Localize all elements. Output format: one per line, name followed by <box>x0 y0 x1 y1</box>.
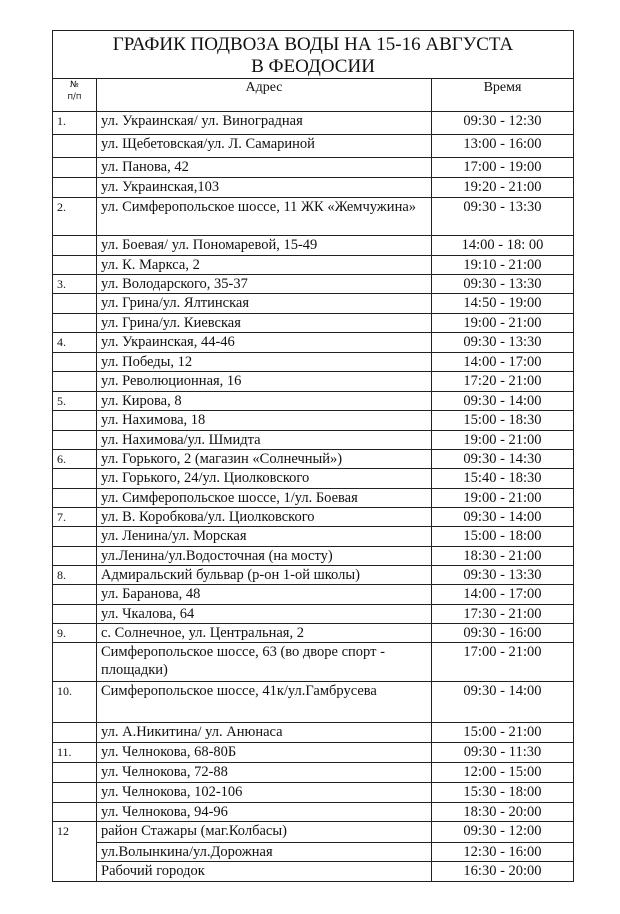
table-row <box>53 742 573 762</box>
row-address: ул. Грина/ул. Киевская <box>97 313 432 332</box>
header-address: Адрес <box>97 79 432 111</box>
row-number <box>53 293 97 313</box>
row-time: 19:20 - 21:00 <box>432 177 574 197</box>
row-time: 09:30 - 16:00 <box>432 623 574 642</box>
row-number: 9. <box>53 623 97 642</box>
row-address: ул. Щебетовская/ул. Л. Самариной <box>97 134 432 157</box>
row-time: 09:30 - 11:30 <box>432 742 574 762</box>
row-address: ул. Челнокова, 94-96 <box>97 802 432 821</box>
row-time: 09:30 - 13:30 <box>432 197 574 235</box>
row-address: ул. Ленина/ул. Морская <box>97 526 432 546</box>
row-number <box>53 722 97 742</box>
row-number: 5. <box>53 391 97 410</box>
row-number <box>53 861 97 881</box>
row-time: 17:30 - 21:00 <box>432 604 574 623</box>
row-address: Адмиральский бульвар (р-он 1-ой школы) <box>97 565 432 584</box>
row-address: Симферопольское шоссе, 63 (во дворе спорт - площадки) <box>97 642 432 681</box>
table-row <box>53 410 573 430</box>
row-time: 14:00 - 17:00 <box>432 584 574 604</box>
row-number <box>53 468 97 488</box>
row-address: ул. Горького, 2 (магазин «Солнечный») <box>97 449 432 468</box>
row-time: 09:30 - 13:30 <box>432 274 574 293</box>
table-row <box>53 507 573 526</box>
row-time: 09:30 - 14:00 <box>432 391 574 410</box>
table-row <box>53 861 573 881</box>
row-number <box>53 430 97 449</box>
row-address: ул. В. Коробкова/ул. Циолковского <box>97 507 432 526</box>
row-number <box>53 352 97 371</box>
row-number <box>53 488 97 507</box>
row-address: ул. Революционная, 16 <box>97 371 432 391</box>
row-number <box>53 642 97 681</box>
row-time: 18:30 - 20:00 <box>432 802 574 821</box>
header-time: Время <box>432 79 574 111</box>
table-header-row <box>53 79 573 111</box>
row-time: 15:00 - 18:30 <box>432 410 574 430</box>
row-address: ул.Ленина/ул.Водосточная (на мосту) <box>97 546 432 565</box>
row-number: 1. <box>53 111 97 134</box>
row-time: 15:00 - 18:00 <box>432 526 574 546</box>
row-time: 19:00 - 21:00 <box>432 313 574 332</box>
row-time: 09:30 - 14:00 <box>432 507 574 526</box>
title-line-1: ГРАФИК ПОДВОЗА ВОДЫ НА 15-16 АВГУСТА <box>112 34 514 55</box>
row-number <box>53 313 97 332</box>
row-time: 19:00 - 21:00 <box>432 430 574 449</box>
row-address: ул. Боевая/ ул. Пономаревой, 15-49 <box>97 235 432 255</box>
row-number <box>53 235 97 255</box>
row-number: 11. <box>53 742 97 762</box>
row-time: 18:30 - 21:00 <box>432 546 574 565</box>
row-time: 09:30 - 12:00 <box>432 821 574 842</box>
row-number: 10. <box>53 681 97 722</box>
row-number: 3. <box>53 274 97 293</box>
row-time: 17:20 - 21:00 <box>432 371 574 391</box>
table-row <box>53 235 573 255</box>
table-row <box>53 842 573 861</box>
table-row <box>53 157 573 177</box>
table-row <box>53 623 573 642</box>
row-address: ул. Симферопольское шоссе, 1/ул. Боевая <box>97 488 432 507</box>
row-number: 6. <box>53 449 97 468</box>
row-address: ул. Нахимова, 18 <box>97 410 432 430</box>
row-time: 17:00 - 21:00 <box>432 642 574 681</box>
table-row <box>53 391 573 410</box>
table-row <box>53 111 573 134</box>
row-time: 14:50 - 19:00 <box>432 293 574 313</box>
row-time: 16:30 - 20:00 <box>432 861 574 881</box>
row-address: ул. Грина/ул. Ялтинская <box>97 293 432 313</box>
table-row <box>53 488 573 507</box>
row-number <box>53 546 97 565</box>
table-row <box>53 681 573 722</box>
row-time: 15:40 - 18:30 <box>432 468 574 488</box>
row-address: Рабочий городок <box>97 861 432 881</box>
row-address: ул. Украинская/ ул. Виноградная <box>97 111 432 134</box>
table-row <box>53 449 573 468</box>
row-address: ул. Баранова, 48 <box>97 584 432 604</box>
row-number <box>53 802 97 821</box>
schedule-table <box>53 79 573 881</box>
table-row <box>53 584 573 604</box>
row-time: 19:00 - 21:00 <box>432 488 574 507</box>
row-time: 09:30 - 13:30 <box>432 565 574 584</box>
row-time: 09:30 - 14:00 <box>432 681 574 722</box>
row-number <box>53 782 97 802</box>
row-address: ул. Челнокова, 72-88 <box>97 762 432 782</box>
row-number: 12 <box>53 821 97 842</box>
table-row <box>53 821 573 842</box>
table-row <box>53 604 573 623</box>
row-address: ул. А.Никитина/ ул. Анюнаса <box>97 722 432 742</box>
row-time: 12:00 - 15:00 <box>432 762 574 782</box>
table-row <box>53 526 573 546</box>
header-number-line1: № <box>70 80 79 90</box>
row-number <box>53 842 97 861</box>
row-time: 19:10 - 21:00 <box>432 255 574 274</box>
header-number-line2: п/п <box>67 92 82 102</box>
row-number <box>53 255 97 274</box>
table-row <box>53 352 573 371</box>
table-row <box>53 722 573 742</box>
row-address: ул. Челнокова, 102-106 <box>97 782 432 802</box>
row-number <box>53 157 97 177</box>
row-address: ул. Украинская,103 <box>97 177 432 197</box>
row-address: ул. Победы, 12 <box>97 352 432 371</box>
header-number <box>53 79 97 111</box>
row-address: ул. Украинская, 44-46 <box>97 332 432 352</box>
table-row <box>53 642 573 681</box>
table-row <box>53 565 573 584</box>
row-address: ул. Горького, 24/ул. Циолковского <box>97 468 432 488</box>
row-address: район Стажары (маг.Колбасы) <box>97 821 432 842</box>
row-time: 13:00 - 16:00 <box>432 134 574 157</box>
table-row <box>53 177 573 197</box>
row-time: 12:30 - 16:00 <box>432 842 574 861</box>
row-address: ул. Кирова, 8 <box>97 391 432 410</box>
title-line-2: В ФЕОДОСИИ <box>251 56 375 77</box>
row-time: 15:00 - 21:00 <box>432 722 574 742</box>
row-number <box>53 604 97 623</box>
table-row <box>53 197 573 235</box>
row-number: 8. <box>53 565 97 584</box>
row-number: 7. <box>53 507 97 526</box>
row-number: 2. <box>53 197 97 235</box>
row-address: ул. Нахимова/ул. Шмидта <box>97 430 432 449</box>
row-time: 09:30 - 12:30 <box>432 111 574 134</box>
table-row <box>53 313 573 332</box>
table-row <box>53 762 573 782</box>
row-time: 15:30 - 18:00 <box>432 782 574 802</box>
table-row <box>53 332 573 352</box>
row-number <box>53 762 97 782</box>
table-row <box>53 546 573 565</box>
table-row <box>53 468 573 488</box>
row-time: 09:30 - 13:30 <box>432 332 574 352</box>
row-address: ул. К. Маркса, 2 <box>97 255 432 274</box>
row-number <box>53 177 97 197</box>
row-number: 4. <box>53 332 97 352</box>
document-title <box>53 31 573 79</box>
row-address: с. Солнечное, ул. Центральная, 2 <box>97 623 432 642</box>
row-number <box>53 584 97 604</box>
row-address: ул. Челнокова, 68-80Б <box>97 742 432 762</box>
water-schedule-document <box>52 30 574 882</box>
row-time: 09:30 - 14:30 <box>432 449 574 468</box>
table-row <box>53 255 573 274</box>
row-address: ул.Волынкина/ул.Дорожная <box>97 842 432 861</box>
row-address: ул. Чкалова, 64 <box>97 604 432 623</box>
table-row <box>53 371 573 391</box>
row-number <box>53 134 97 157</box>
row-time: 14:00 - 17:00 <box>432 352 574 371</box>
table-row <box>53 134 573 157</box>
row-address: ул. Симферопольское шоссе, 11 ЖК «Жемчужина» <box>97 197 432 235</box>
table-row <box>53 802 573 821</box>
row-address: Симферопольское шоссе, 41к/ул.Гамбрусева <box>97 681 432 722</box>
row-time: 14:00 - 18: 00 <box>432 235 574 255</box>
row-address: ул. Володарского, 35-37 <box>97 274 432 293</box>
table-row <box>53 430 573 449</box>
row-number <box>53 371 97 391</box>
row-time: 17:00 - 19:00 <box>432 157 574 177</box>
table-row <box>53 274 573 293</box>
table-row <box>53 782 573 802</box>
row-address: ул. Панова, 42 <box>97 157 432 177</box>
table-row <box>53 293 573 313</box>
row-number <box>53 526 97 546</box>
row-number <box>53 410 97 430</box>
